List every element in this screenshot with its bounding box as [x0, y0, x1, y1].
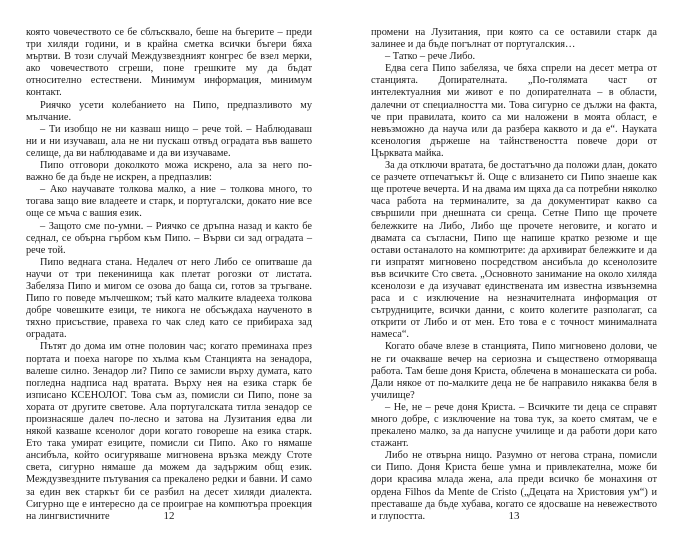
paragraph: – Защото сме по-умни. – Риячко се дръпна назад и както бе седнал, се обърна гърбом към Пипо. – Върви си зад оградата – рече той.	[26, 220, 312, 256]
left-page	[26, 27, 312, 523]
page-number-right: 13	[508, 510, 520, 522]
paragraph: За да отключи вратата, бе достатъчно да положи длан, докато се разчете отпечатъкът й. Още с влизането си Пипо знаеше как ще протече вечерта. И на двама им щяха да са потребни няколко часа работа на терминалите, за да документират какво са свършили при днешната си среща. Сетне Пипо ще прочете бележките на Либо, Либо ще прочете неговите, и когато и двамата са съгласни, Пипо ще напише кратко резюме и ще остави останалото на компютрите: да архивират бележките и да ги изпратят мигновено посредством ансибъла до ксенолозите във всичките Сто света. „Основното занимание на около хиляда ксенолози е да изучават единствената им известна извънземна раса и с изключение на незначителната информация от сътрудниците, всички данни, с които колегите разполагат, са открити от Либо и от мен. Ето това е с точност минималната намеса“.	[371, 160, 657, 341]
paragraph: Едва сега Пипо забеляза, че бяха спрели на десет метра от станцията. Допирателната. „По-голямата част от интелектуалния ми живот е по допирателната – в области, далечни от специалността ми. Това сигурно се дължи на факта, че при правилата, които са ми наложени в моята област, е невъзможно да науча или да разбера каквото и да е“. Науката ксенология държеше на тайнствеността повече дори от Църквата майка.	[371, 63, 657, 159]
paragraph: Пипо веднага стана. Недалеч от него Либо се опитваше да научи от три пекенинища как плетат рогозки от листата. Забеляза Пипо и мигом се озова до баща си, готов за тръгване. Пипо го поведе мълчешком; тъй като малките владееха толкова добре човешките езици, те никога не обсъждаха наученото в тяхно присъствие, правеха го чак след като се прибираха зад оградата.	[26, 256, 312, 341]
paragraph: Пътят до дома им отне половин час; когато преминаха през портата и поеха нагоре по хълма към Станцията на зенадора, валеше силно. Зенадор ли? Пипо се замисли върху думата, като погледна надписа над вратата. Върху нея на езика старк бе изписано КСЕНОЛОГ. Това съм аз, помисли си Пипо, поне за хората от другите светове. Ала португалската титла зенадор се произнасяше далеч по-лесно и затова на Лузитания едва ли някой казваше ксенолог дори когато говореше на езика старк. Ето така умират езиците, помисли си Пипо. Ако го нямаше ансибъла, който осигуряваше мигновена връзка между Стоте света, сигурно нямаше да можем да задържим общ език. Междузвездните пътувания са прекалено редки и бавни. И само за един век старкът би се разбил на десет хиляди диалекта. Сигурно ще е интересно да се проиграе на компютъра проекция на лингвистичните	[26, 341, 312, 522]
paragraph: – Ако научавате толкова малко, а ние – толкова много, то тогава защо вие владеете и старк, и португалски, докато ние все още се мъча с вашия език.	[26, 184, 312, 220]
paragraph: – Татко – рече Либо.	[385, 51, 476, 63]
paragraph: която човечеството се бе сблъсквало, беше на бъгерите – преди три хиляди години, и в крайна сметка всички бъгери бяха мъртви. В този случай Междузвездният конгрес бе взел мерки, ако човечеството сгреши, поне грешките му да бъдат относително естествени. Минимум информация, минимум контакт.	[26, 27, 312, 99]
paragraph: Риячко усети колебанието на Пипо, предпазливото му мълчание.	[26, 99, 312, 123]
paragraph: – Не, не – рече доня Криста. – Всичките ти деца се справят много добре, с изключение на това тук, за което смятам, че е прекалено малко, за да напусне училище и да работи дори като стажант.	[371, 401, 657, 450]
right-page	[371, 27, 657, 523]
paragraph: – Ти изобщо не ни казваш нищо – рече той. – Наблюдаваш ни и ни изучаваш, ала не ни пускаш отвъд оградата във вашето селище, да ви наблюдаваме и да ви изучаваме.	[26, 123, 312, 159]
paragraph: промени на Лузитания, при която са се оставили старк да залинее и да бъде погълнат от португалския…	[371, 27, 657, 51]
paragraph: Либо не отвърна нищо. Разумно от негова страна, помисли си Пипо. Доня Криста беше умна и привлекателна, може би дори красива млада жена, ала преди всичко бе монахиня от ордена Filhos da Mente de Cristo („Децата на Христовия ум“) и преставаше да бъде хубава, когато се ядосваше на невежеството и глупостта.	[371, 450, 657, 522]
paragraph: Когато обаче влезе в станцията, Пипо мигновено долови, че не ги очакваше вечер на сериозна и съществено отморяваща работа. Там беше доня Криста, облечена в монашеската си роба. Дали някое от по-малките деца не бе направило някаква беля в училище?	[371, 341, 657, 401]
page-number-left: 12	[163, 510, 175, 522]
paragraph: Пипо отговори доколкото можа искрено, ала за него по-важно бе да бъде не искрен, а предпазлив:	[26, 160, 312, 184]
